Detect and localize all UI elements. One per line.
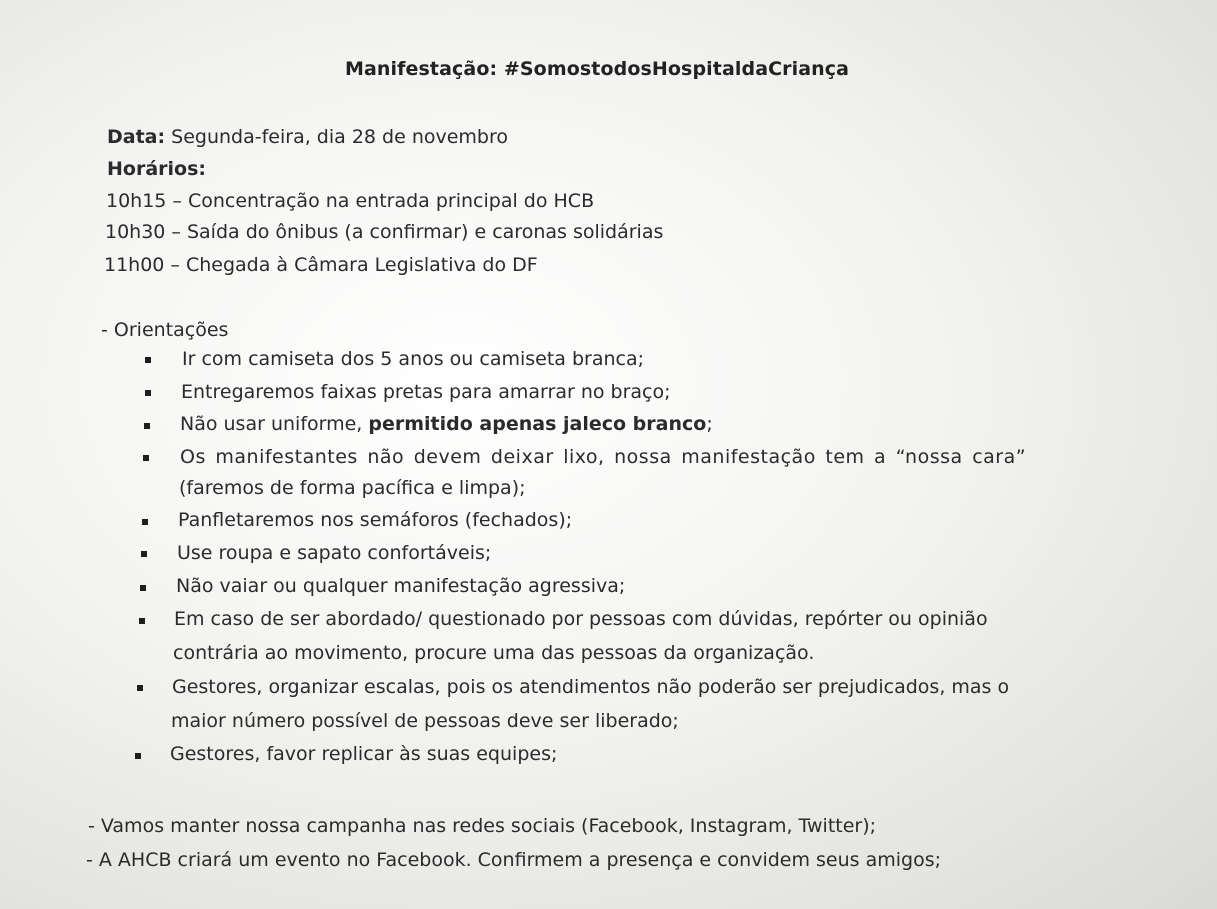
bullet-marker [145,357,151,363]
date-label: Data: [107,126,166,148]
schedule-item: 10h30 – Saída do ônibus (a confirmar) e caronas solidárias [105,221,664,243]
bullet-marker [137,685,143,691]
schedule-item: 11h00 – Chegada à Câmara Legislativa do DF [104,254,538,276]
bullet-marker [145,390,151,396]
guideline-emphasis: permitido apenas jaleco branco [368,413,707,435]
bullet-marker [144,423,150,429]
guideline-item [180,413,713,435]
guideline-item-continuation: (faremos de forma pacífica e limpa); [179,477,526,499]
guideline-item-continuation: maior número possível de pessoas deve ser liberado; [171,710,679,732]
guideline-item: Use roupa e sapato confortáveis; [177,542,492,564]
footer-line: - Vamos manter nossa campanha nas redes sociais (Facebook, Instagram, Twitter); [88,815,877,837]
guideline-item: Não vaiar ou qualquer manifestação agressiva; [176,575,626,597]
guideline-item-continuation: contrária ao movimento, procure uma das pessoas da organização. [173,642,815,664]
guideline-item: Gestores, organizar escalas, pois os atendimentos não poderão ser prejudicados, mas o [172,676,1010,698]
guideline-item: Gestores, favor replicar às suas equipes; [170,743,558,765]
date-line [107,126,508,148]
guideline-text: ; [706,413,713,435]
guideline-item: Ir com camiseta dos 5 anos ou camiseta branca; [182,348,645,370]
bullet-marker [143,455,149,461]
date-value: Segunda-feira, dia 28 de novembro [165,126,509,148]
guideline-text: Não usar uniforme, [180,413,369,435]
guideline-item: Os manifestantes não devem deixar lixo, nossa manifestação tem a “nossa cara” [180,446,1027,468]
guideline-item: Panfletaremos nos semáforos (fechados); [178,509,573,531]
schedule-item: 10h15 – Concentração na entrada principal do HCB [106,190,595,212]
guideline-item: Entregaremos faixas pretas para amarrar no braço; [181,381,671,403]
bullet-marker [140,585,146,591]
document-title: Manifestação: #SomostodosHospitaldaCriança [345,58,850,80]
guidelines-heading: - Orientações [101,319,229,341]
bullet-marker [141,551,147,557]
bullet-marker [139,618,145,624]
guideline-item: Em caso de ser abordado/ questionado por pessoas com dúvidas, repórter ou opinião [174,608,988,630]
bullet-marker [142,519,148,525]
bullet-marker [135,753,141,759]
schedule-heading: Horários: [107,158,206,180]
footer-line: - A AHCB criará um evento no Facebook. Confirmem a presença e convidem seus amigos; [86,849,942,871]
